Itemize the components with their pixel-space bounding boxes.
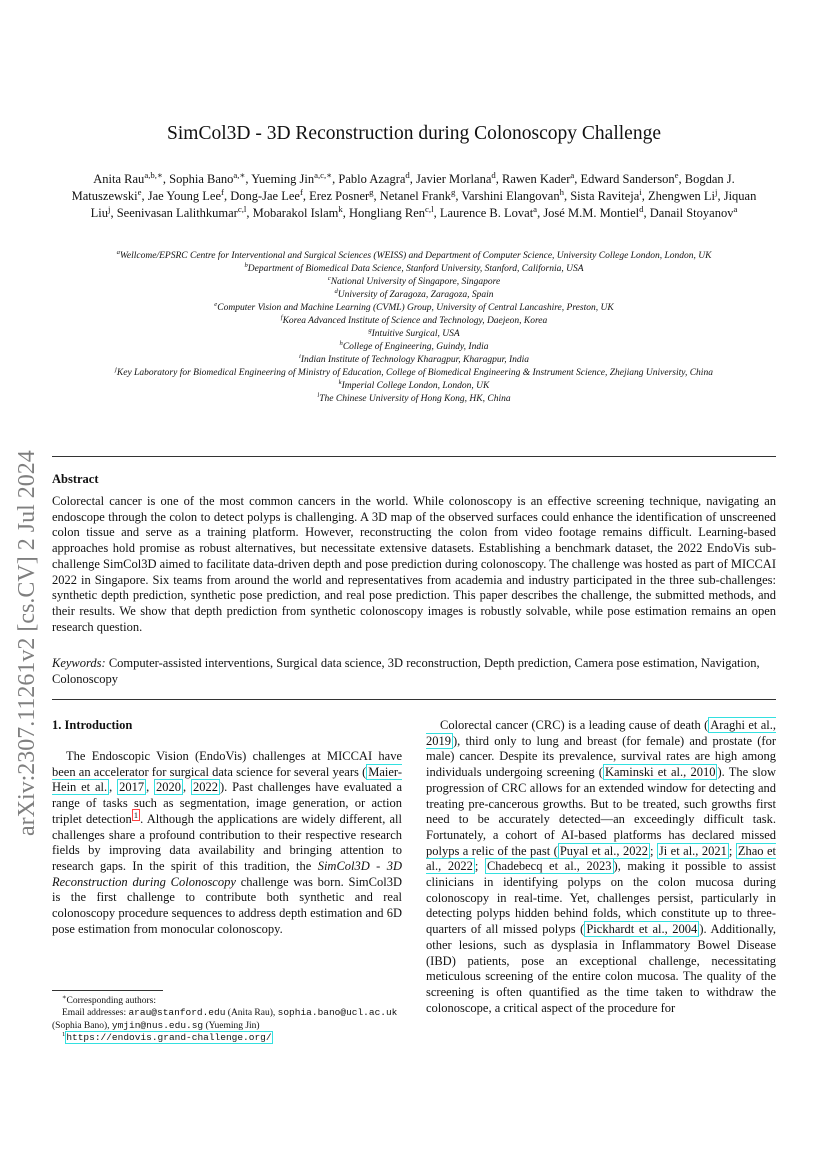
keywords — [52, 655, 776, 687]
citation-link[interactable]: Araghi et al., 2019 — [426, 718, 776, 748]
footnote-corresponding-mark: ∗ — [62, 993, 67, 1001]
affiliation-text: Key Laboratory for Biomedical Engineering of Ministry of Education, College of Biomedical Engineering & Instrument Science, Zhejiang University, China — [116, 368, 713, 378]
author-affiliation-mark: d — [639, 203, 644, 214]
email-address-link[interactable]: sophia.bano@ucl.ac.uk — [277, 1007, 398, 1019]
footnote-corresponding — [52, 995, 402, 1007]
affiliation-line — [40, 289, 788, 302]
body-text: ), third only to lung and breast (for female) and prostate (for male) cancer. Despite its prevalence, survival rates are high among individuals undergoing screening ( — [426, 733, 776, 780]
footnote-ref-link[interactable]: 1 — [133, 809, 139, 820]
body-text: ; — [728, 843, 736, 858]
author-affiliation-mark: d — [491, 169, 496, 180]
keywords-text: Computer-assisted interventions, Surgical data science, 3D reconstruction, Depth prediction, Camera pose estimation, Navigation, Colonoscopy — [52, 656, 760, 686]
affiliation-text: Department of Biomedical Data Science, Stanford University, Stanford, California, USA — [247, 264, 584, 274]
author-affiliation-mark: a — [533, 203, 538, 214]
author-name: Jiquan Liu — [90, 189, 757, 220]
citation-link[interactable]: Kaminski et al., 2010 — [604, 765, 716, 780]
author-name: Pablo Azagra — [338, 172, 406, 186]
affiliation-mark: l — [317, 391, 320, 399]
author-affiliation-mark: h — [559, 186, 564, 197]
affiliation-mark: b — [244, 261, 248, 269]
affiliation-line — [40, 302, 788, 315]
author-affiliation-mark: f — [299, 186, 303, 197]
affiliation-line — [40, 341, 788, 354]
author-name: Dong-Jae Lee — [230, 189, 300, 203]
affiliation-text: The Chinese University of Hong Kong, HK, China — [319, 394, 511, 404]
affiliation-line — [40, 315, 788, 328]
affiliation-line — [40, 354, 788, 367]
intro-paragraph-right — [426, 718, 776, 1016]
affiliation-mark: h — [339, 339, 343, 347]
intro-paragraph-left — [52, 749, 402, 937]
affiliation-mark: i — [298, 352, 301, 360]
affiliation-text: Indian Institute of Technology Kharagpur, Kharagpur, India — [300, 355, 530, 365]
author-affiliation-mark: a,c,∗ — [314, 169, 333, 180]
author-affiliation-mark: f — [221, 186, 224, 197]
author-name: Bogdan J. Matuszewski — [71, 172, 735, 203]
body-text: Colorectal cancer (CRC) is a leading cause of death ( — [440, 718, 709, 732]
affiliation-list — [40, 250, 788, 406]
author-name: Laurence B. Lovat — [439, 206, 534, 220]
citation-link[interactable]: 2017 — [119, 780, 145, 795]
arxiv-identifier: arXiv:2307.11261v2 [cs.CV] 2 Jul 2024 — [14, 450, 40, 836]
affiliation-line — [40, 250, 788, 263]
citation-link[interactable]: Pickhardt et al., 2004 — [586, 922, 698, 937]
body-text: , — [109, 780, 118, 795]
email-owner: (Yueming Jin) — [203, 1020, 260, 1031]
affiliation-text: University of Zaragoza, Zaragoza, Spain — [337, 290, 494, 300]
abstract-top-rule — [52, 456, 776, 457]
author-list: Anita Rau$^{a,b,∗}$, Sophia Bano$^{a,∗}$, Yueming Jin$^{a,c,∗}$, Pablo Azagra$^d$, Javier Morlana$^d$, Rawen Kader$^a$, Edward Sanderson$^e$, Bogdan J. Matuszewski$^e$, Jae Young Lee$^f$, Dong-Jae Lee$^f$, Erez Posner$^g$, Netanel Frank$^g$, Varshini Elangovan$^h$, Sista Raviteja$^i$, Zhengwen Li$^j$, Jiquan Liu$^j$, Seenivasan Lalithkumar$^{c,l}$, Mobarakol Islam$^k$, Hongliang Ren$^{c,l}$, Laurence B. Lovat$^a$, José M.M. Montiel$^d$, Danail Stoyanov$^a$ — [71, 169, 757, 220]
author-name: Rawen Kader — [502, 172, 571, 186]
body-text: The Endoscopic Vision (EndoVis) challenges at MICCAI have been an accelerator for surgical data science for several years ( — [52, 749, 402, 779]
affiliation-text: Intuitive Surgical, USA — [371, 329, 460, 339]
body-text: ). The slow progression of CRC allows for an extended window for detecting and treating pre-cancerous growths. But to be treated, such growths first need to be accurately detected—an exceedingly difficult task. Fortunately, a cohort of AI-based platforms has declared missed polyps a relic of the past ( — [426, 765, 776, 858]
author-name: José M.M. Montiel — [543, 206, 640, 220]
author-affiliation-mark: a — [733, 203, 738, 214]
email-address-link[interactable]: arau@stanford.edu — [128, 1007, 226, 1019]
author-affiliation-mark: a,∗ — [233, 169, 246, 180]
affiliation-text: Imperial College London, London, UK — [341, 381, 490, 391]
body-text: . Although the applications are widely different, all challenges share a profound contribution to their respective research fields by improving data availability and bringing attention to research gaps. In the spirit of this tradition, the — [52, 811, 402, 873]
abstract-heading: Abstract — [52, 472, 99, 486]
author-name: Sophia Bano — [169, 172, 234, 186]
author-affiliation-mark: i — [639, 186, 642, 197]
footnote-1-url-link[interactable]: https://endovis.grand-challenge.org/ — [66, 1031, 272, 1043]
author-affiliation-mark: j — [108, 203, 111, 214]
affiliation-text: Wellcome/EPSRC Centre for Interventional and Surgical Sciences (WEISS) and Department of Computer Science, University College London, London, UK — [119, 251, 712, 261]
challenge-name: SimCol3D - 3D Reconstruction during Colonoscopy — [52, 858, 402, 889]
author-name: Varshini Elangovan — [461, 189, 560, 203]
author-name: Zhengwen Li — [648, 189, 716, 203]
author-affiliation-mark: a — [570, 169, 575, 180]
body-text: ). Past challenges have evaluated a range of tasks such as segmentation, image generation, or action triplet detection — [52, 780, 403, 826]
citation-link[interactable]: Puyal et al., 2022 — [559, 843, 648, 858]
author-name: Mobarakol Islam — [252, 206, 339, 220]
footnote-1-mark: 1 — [62, 1030, 66, 1038]
author-affiliation-mark: e — [674, 169, 679, 180]
body-text: ). Additionally, other lesions, such as dysplasia in Inflammatory Bowel Disease (IBD) patients, pose an exceptional challenge, necessitating meticulous screening of the entire colon mucosa. The quality of the screening is often quantified as the time taken to withdraw the colonoscope, a critical aspect of the procedure for — [426, 922, 777, 1015]
author-affiliation-mark: g — [369, 186, 374, 197]
affiliation-mark: g — [368, 326, 372, 334]
footnote-1 — [52, 1032, 402, 1044]
citation-link[interactable]: 2022 — [192, 780, 218, 795]
author-affiliation-mark: e — [137, 186, 142, 197]
affiliation-line — [40, 367, 788, 380]
body-text: challenge was born. SimCol3D is the first challenge to contribute both synthetic and real colonoscopy procedure sequences to address depth estimation and 6D pose estimation from monocular colonoscopy. — [52, 874, 402, 936]
author-name: Seenivasan Lalithkumar — [116, 206, 238, 220]
email-address-link[interactable]: ymjin@nus.edu.sg — [111, 1019, 204, 1031]
citation-link[interactable]: Maier-Hein et al. — [52, 764, 402, 795]
author-name: Edward Sanderson — [580, 172, 675, 186]
paper-title: SimCol3D - 3D Reconstruction during Colonoscopy Challenge — [167, 123, 661, 144]
author-affiliation-mark: j — [715, 186, 718, 197]
author-affiliation-mark: k — [338, 203, 343, 214]
affiliation-mark: e — [214, 300, 218, 308]
arxiv-identifier-stamp — [4, 380, 44, 840]
body-text: ), making it possible to assist clinicians in identifying polyps on the colon mucosa during colonoscopy in real-time. Yet, challenges persist, particularly in detecting polyps hidden behind folds, which constitute up to three-quarters of all missed polyps ( — [426, 859, 776, 937]
author-name: Sista Raviteja — [570, 189, 640, 203]
footnote-corresponding-text: Corresponding authors: — [66, 996, 156, 1006]
author-affiliation-mark: c,l — [425, 203, 434, 214]
body-text: , — [146, 780, 155, 795]
email-owner: (Anita Rau), — [225, 1008, 276, 1019]
affiliation-mark: a — [116, 248, 120, 256]
affiliation-mark: c — [327, 274, 331, 282]
affiliation-text: Computer Vision and Machine Learning (CVML) Group, University of Central Lancashire, Preston, UK — [217, 303, 614, 313]
affiliation-text: National University of Singapore, Singapore — [330, 277, 501, 287]
footnote-email-label: Email addresses: — [62, 1008, 127, 1019]
author-affiliation-mark: g — [450, 186, 456, 197]
footnotes — [52, 995, 402, 1044]
section-heading-introduction: 1. Introduction — [52, 718, 133, 732]
author-affiliation-mark: c,l — [237, 203, 247, 214]
body-text: , — [183, 780, 191, 795]
affiliation-mark: j — [115, 365, 117, 373]
author-name: Jae Young Lee — [147, 189, 222, 203]
citation-link[interactable]: Ji et al., 2021 — [658, 843, 727, 858]
email-owner: (Sophia Bano), — [52, 1020, 110, 1031]
author-affiliation-mark: a,b,∗ — [144, 169, 163, 180]
affiliation-line — [40, 276, 788, 289]
author-name: Danail Stoyanov — [649, 206, 734, 220]
author-name: Anita Rau — [93, 172, 145, 186]
author-name: Erez Posner — [309, 189, 370, 203]
body-text: ; — [649, 843, 657, 858]
abstract-bottom-rule — [52, 699, 776, 700]
citation-link[interactable]: Zhao et al., 2022 — [426, 843, 776, 874]
abstract-text: Colorectal cancer is one of the most common cancers in the world. While colonoscopy is an effective screening technique, navigating an endoscope through the colon to detect polyps is challenging. A 3D map of the observed surfaces could enhance the identification of unscreened colon tissue and serve as a training platform. However, reconstructing the colon from video footage remains difficult. Learning-based approaches hold promise as robust alternatives, but necessitate extensive datasets. Establishing a benchmark dataset, the 2022 EndoVis sub-challenge SimCol3D aimed to facilitate data-driven depth and pose prediction during colonoscopy. The challenge was hosted as part of MICCAI 2022 in Singapore. Six teams from around the world and representatives from academia and industry participated in the three sub-challenges: synthetic depth prediction, synthetic pose prediction, and real pose prediction. This paper describes the challenge, the submitted methods, and their results. We show that depth prediction from synthetic colonoscopy images is robustly solvable, while pose estimation remains an open research question. — [52, 494, 776, 634]
citation-link[interactable]: 2020 — [156, 780, 182, 795]
author-name: Yueming Jin — [251, 172, 315, 186]
keywords-label: Keywords: — [52, 656, 106, 670]
author-affiliation-mark: d — [405, 169, 410, 180]
body-text: ; — [474, 859, 485, 874]
affiliation-line — [40, 263, 788, 276]
affiliation-mark: f — [280, 313, 283, 321]
citation-link[interactable]: Chadebecq et al., 2023 — [486, 859, 612, 874]
affiliation-text: Korea Advanced Institute of Science and Technology, Daejeon, Korea — [282, 316, 548, 326]
affiliation-mark: k — [338, 378, 342, 386]
author-name: Hongliang Ren — [349, 206, 426, 220]
author-name: Javier Morlana — [416, 172, 492, 186]
affiliation-line — [40, 328, 788, 341]
affiliation-line — [40, 380, 788, 393]
affiliation-line — [40, 393, 788, 406]
affiliation-mark: d — [334, 287, 338, 295]
author-name: Netanel Frank — [379, 189, 451, 203]
footnote-rule — [52, 990, 163, 991]
affiliation-text: College of Engineering, Guindy, India — [342, 342, 489, 352]
